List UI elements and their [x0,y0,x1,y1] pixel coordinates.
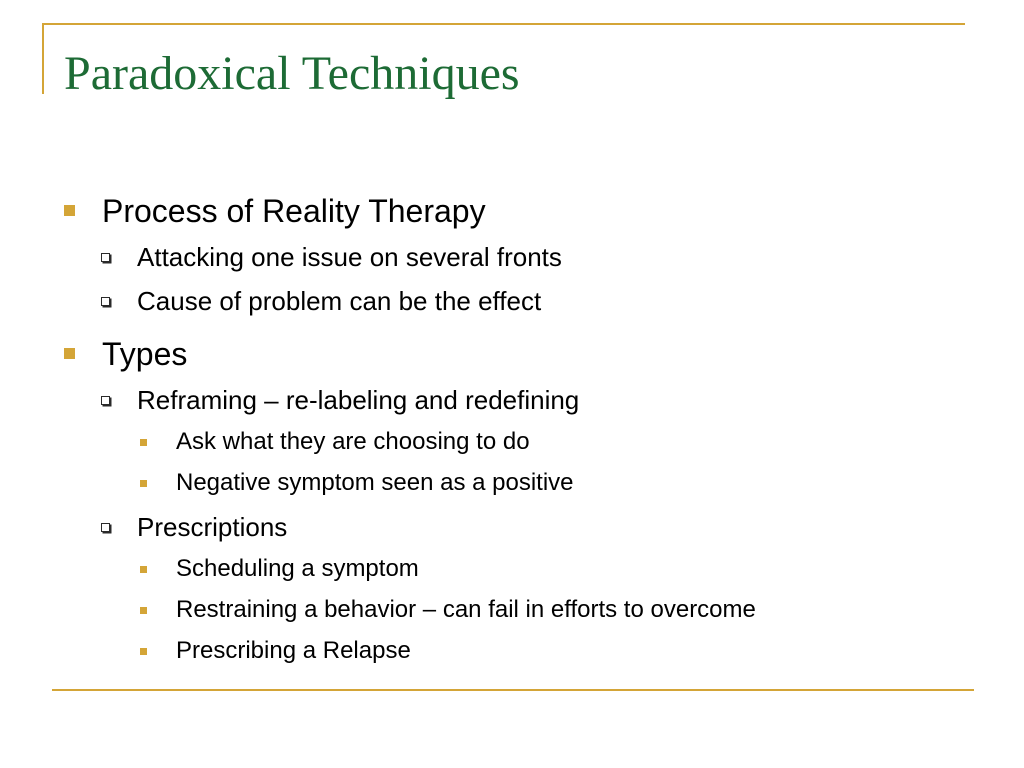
bullet-text: Prescribing a Relapse [176,637,411,664]
frame-left-line [42,23,44,94]
frame-bottom-line [52,689,974,691]
frame-top-line [42,23,965,25]
hollow-square-bullet-icon [101,297,110,306]
gold-square-bullet-icon [64,348,75,359]
bullet-text: Ask what they are choosing to do [176,428,530,455]
small-gold-square-bullet-icon [140,439,147,446]
bullet-text: Process of Reality Therapy [102,193,486,229]
slide-title: Paradoxical Techniques [64,47,520,100]
bullet-text: Prescriptions [137,512,288,542]
bullet-text: Negative symptom seen as a positive [176,469,574,496]
hollow-square-bullet-icon [101,523,110,532]
bullet-text: Reframing – re-labeling and redefining [137,385,580,415]
bullet-text: Types [102,336,188,372]
small-gold-square-bullet-icon [140,607,147,614]
bullet-text: Attacking one issue on several fronts [137,242,562,272]
gold-square-bullet-icon [64,205,75,216]
hollow-square-bullet-icon [101,396,110,405]
bullet-text: Scheduling a symptom [176,555,419,582]
small-gold-square-bullet-icon [140,566,147,573]
small-gold-square-bullet-icon [140,480,147,487]
bullet-text: Restraining a behavior – can fail in efforts to overcome [176,596,756,623]
small-gold-square-bullet-icon [140,648,147,655]
hollow-square-bullet-icon [101,253,110,262]
bullet-text: Cause of problem can be the effect [137,286,542,316]
